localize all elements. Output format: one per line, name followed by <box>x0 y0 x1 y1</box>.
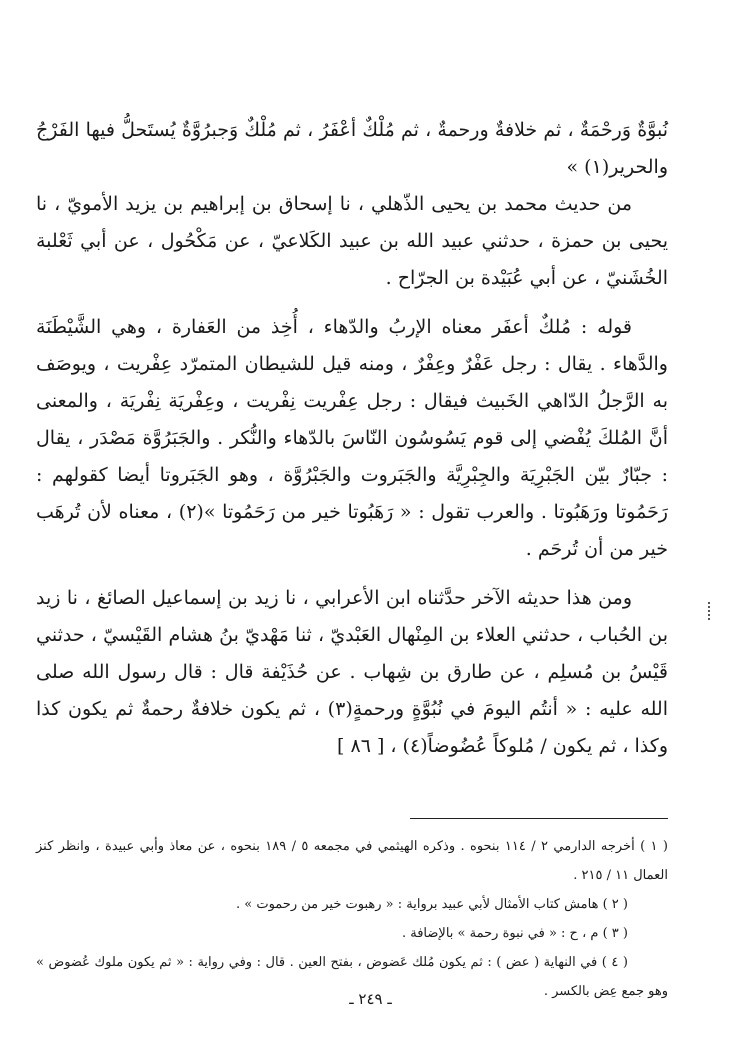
footnote-1: ( ١ ) أخرجه الدارمي ٢ / ١١٤ بنحوه . وذكره الهيثمي في مجمعه ٥ / ١٨٩ بنحوه ، عن معاذ وأبي عبيدة ، وانظر كنز العمال ١١ / ٢١٥ . <box>36 839 668 883</box>
footnote-4: ( ٤ ) في النهاية ( عض ) : ثم يكون مُلك عَضوض ، بفتح العين . قال : وفي رواية : « ثم يكون ملوك عُضوض » وهو جمع عِض بالكسر . <box>36 955 668 999</box>
second-hadith-paragraph <box>36 580 668 765</box>
second-hadith-text: ومن هذا حديثه الآخر حدَّثناه ابن الأعرابي ، نا زيد بن إسماعيل الصائغ ، نا زيد بن الحُباب ، حدثني العلاء بن المِنْهال العَبْديّ ، ثنا مَهْديّ بنُ هشام القَيْسيّ ، حدثني قَيْسُ بن مُسلِم ، عن طارق بن شِهاب . عن حُذَيْفة قال : قال رسول الله صلى الله عليه : « أنتُم اليومَ في نُبُوَّةٍ ورحمةٍ(٣) ، ثم يكون خلافةٌ رحمةٌ ثم يكون كذا وكذا ، ثم يكون / مُلوكاً عُضُوضاً(٤) ، <box>36 587 668 757</box>
footnote-3: ( ٣ ) م ، ح : « في نبوة رحمة » بالإضافة . <box>401 926 628 941</box>
commentary-paragraph: قوله : مُلكٌ أعفَر معناه الإربُ والدّهاء ، أُخِذ من العَفارة ، وهي الشَّيْطَنَة والدَّهاء . يقال : رجل عَفْرٌ وعِفْرٌ ، ومنه قيل للشيطان المتمرّد عِفْريت ، ويوصَف به الرَّجلُ الدّاهي الخَبيث فيقال : رجل عِفْريت نِفْريت ، وعِفْريَة نِفْريَة ، والمعنى أنَّ المُلكَ يُفْضي إلى قوم يَسُوسُون النّاسَ بالدّهاء والنُّكر . والجَبَرُوَّة مَصْدَر ، يقال : جبّارٌ بيّن الجَبْرِيَة والجِبْرِيَّة والجَبَروت والجَبْرُوَّة ، وهو الجَبَروتا أيضا كقولهم : رَحَمُوتا ورَهَبُوتا . والعرب تقول : « رَهَبُوتا خير من رَحَمُوتا »(٢) ، معناه لأن تُرهَب خير من أن تُرحَم . <box>36 316 668 560</box>
footnotes <box>36 832 668 1006</box>
original-page-reference: [ ٨٦ ] <box>337 735 385 757</box>
hadith-ending-paragraph: نُبوَّةٌ وَرحْمَةٌ ، ثم خلافةٌ ورحمةٌ ، ثم مُلْكٌ أعْفَرُ ، ثم مُلْكٌ وَجبرُوَّةٌ يُستَحلُّ فيها الفَرْجُ والحرير(١) » <box>36 119 668 178</box>
footnote-separator <box>410 818 668 819</box>
margin-mark <box>708 602 712 620</box>
footnote-2: ( ٢ ) هامش كتاب الأمثال لأبي عبيد برواية : « رهبوت خير من رحموت » . <box>235 897 628 912</box>
isnad-paragraph: من حديث محمد بن يحيى الذّهلي ، نا إسحاق بن إبراهيم بن يزيد الأمويّ ، نا يحيى بن حمزة ، حدثني عبيد الله بن عبيد الكَلاعيّ ، عن مَكْحُول ، عن أبي ثَعْلبة الخُشَنيّ ، عن أبي عُبَيْدة بن الجرّاح . <box>36 193 668 289</box>
page-number: ـ ٢٤٩ ـ <box>349 990 392 1008</box>
main-text <box>36 112 668 765</box>
